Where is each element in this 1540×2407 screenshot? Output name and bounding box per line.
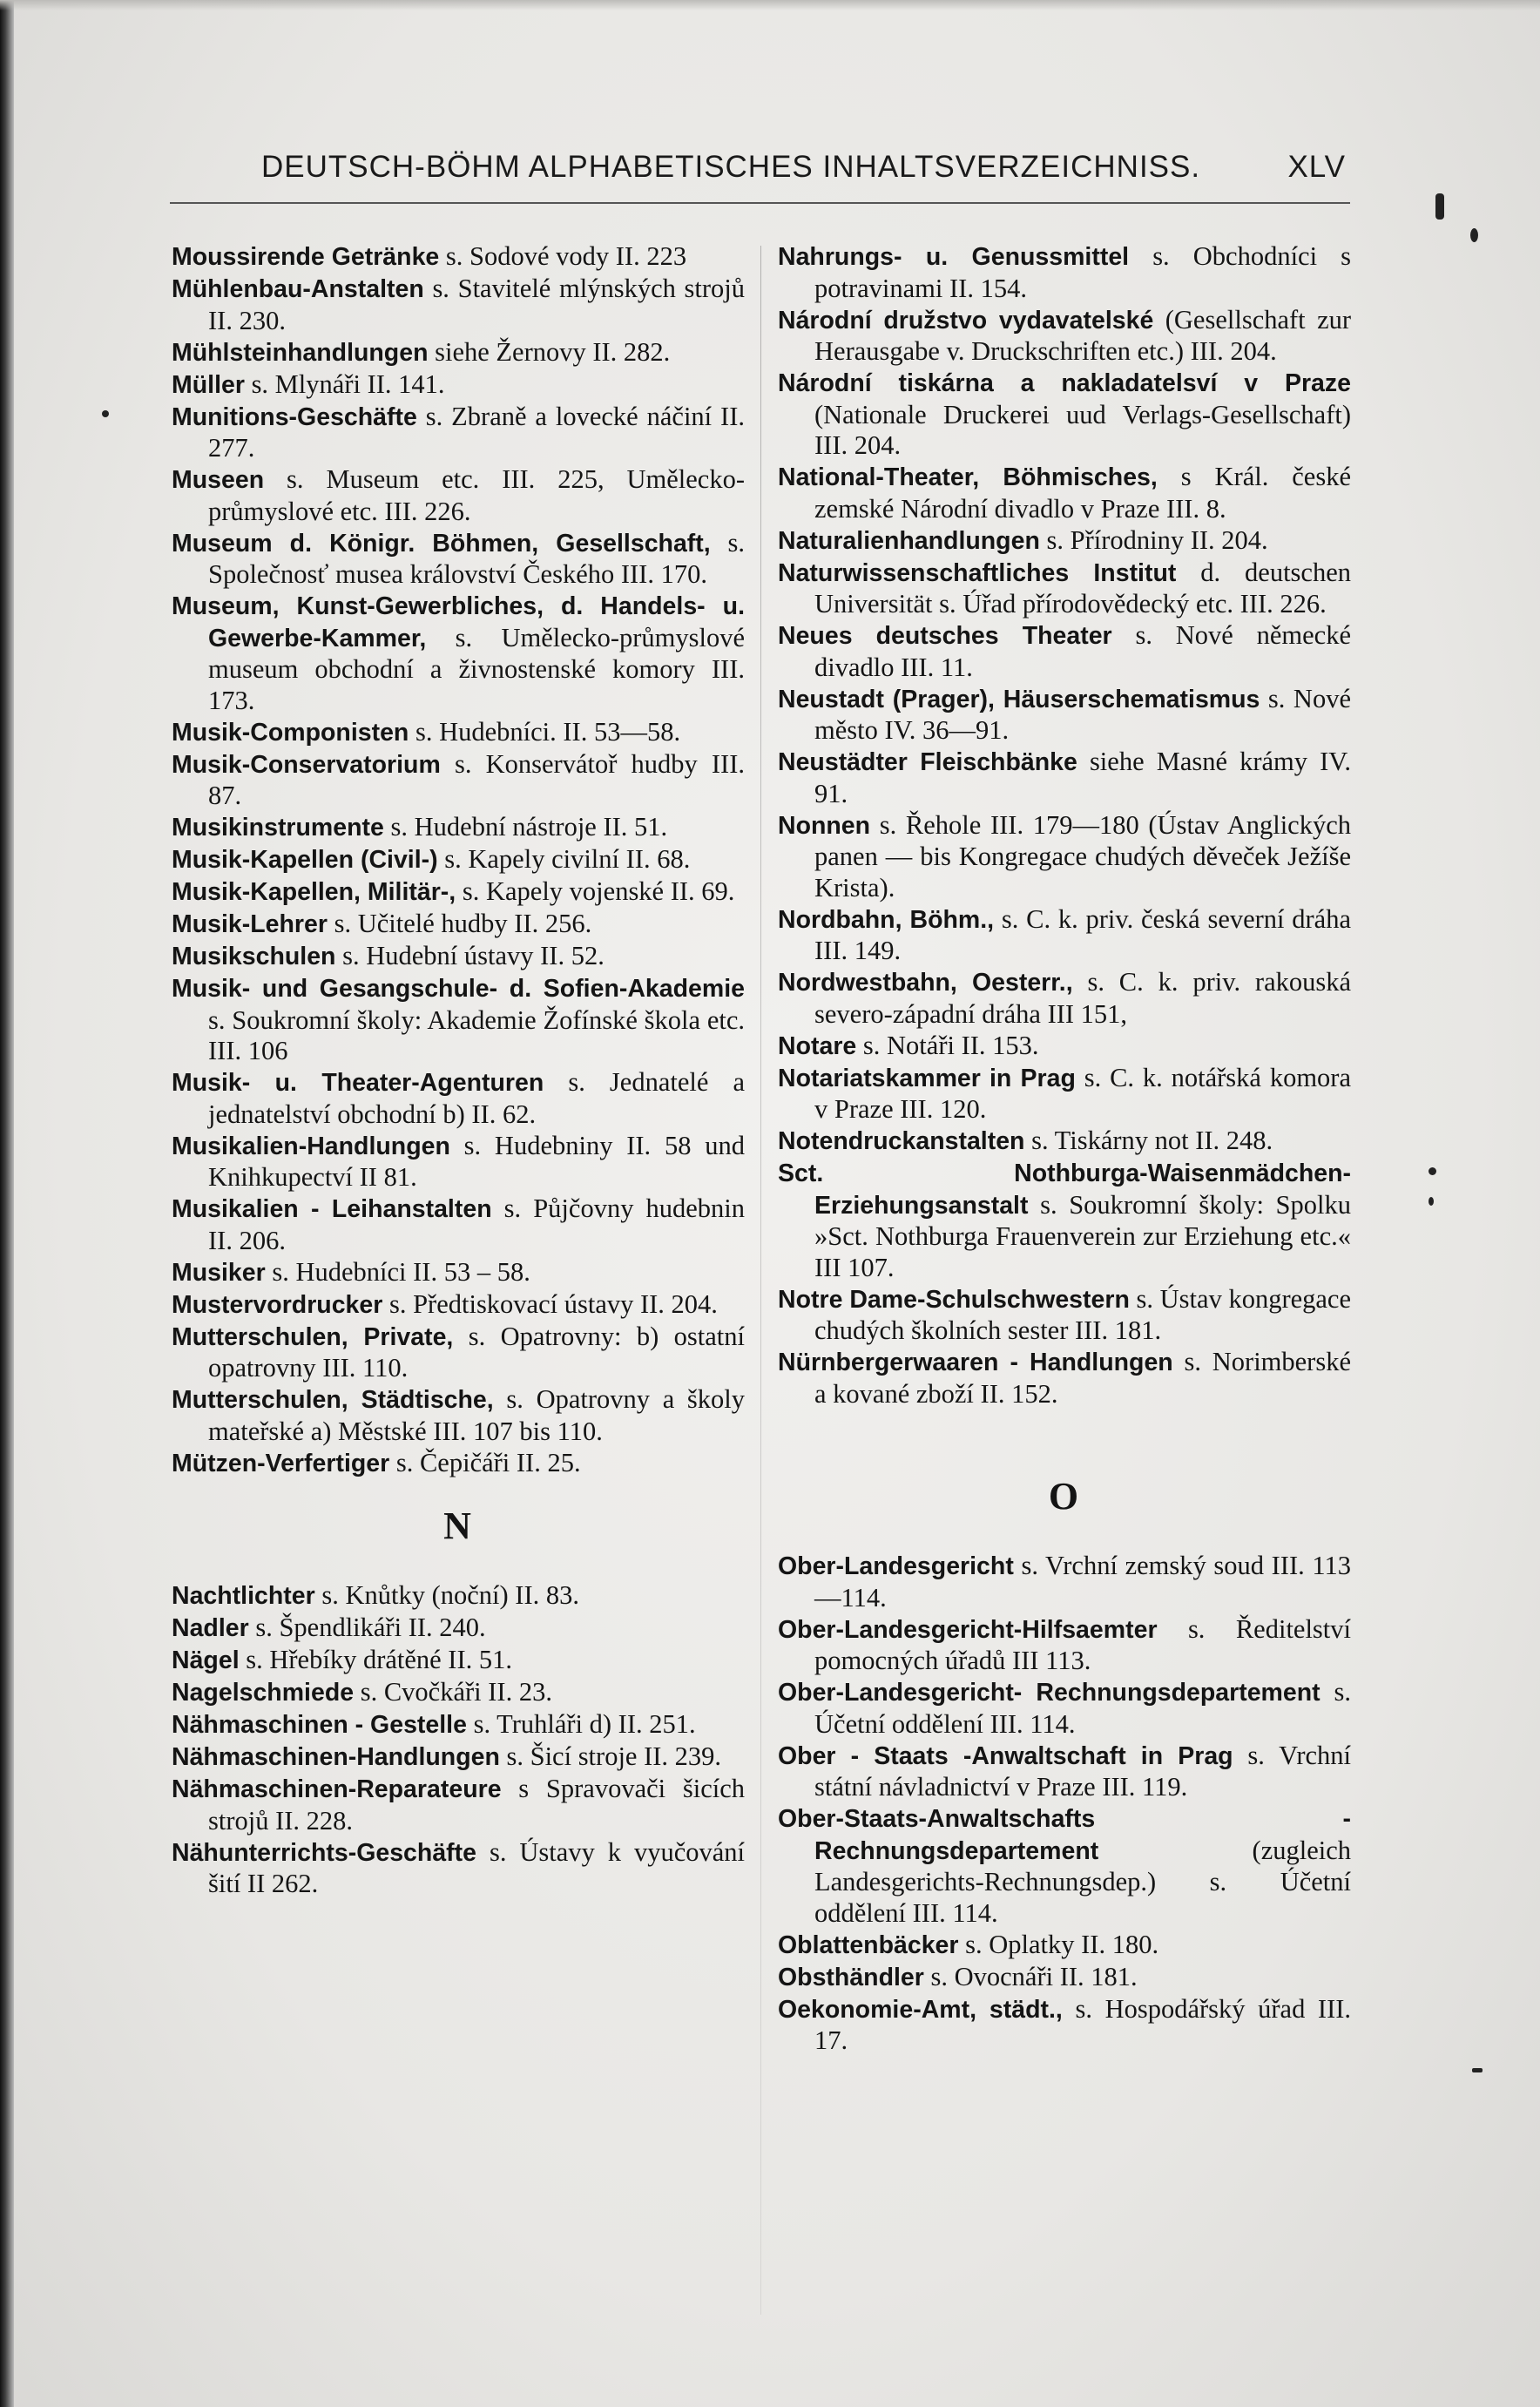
index-entry [778, 1677, 1351, 1740]
entry-term: Museum, Kunst-Gewerbliches, d. Handels- u. Gewerbe-Kammer, [172, 592, 745, 652]
entry-term: Naturalienhandlungen [778, 526, 1040, 555]
entry-term: Notare [778, 1031, 857, 1060]
entry-reference: s. Špendlikáři II. 240. [255, 1613, 486, 1642]
entry-term: Notre Dame-Schulschwestern [778, 1285, 1130, 1314]
index-entry [172, 876, 745, 909]
entry-term: Nähmaschinen - Gestelle [172, 1711, 467, 1739]
index-entry [172, 1289, 745, 1322]
index-entry [172, 1067, 745, 1130]
entry-reference: siehe Žernovy II. 282. [435, 336, 671, 367]
entry-reference: s. Společnosť musea království Českého III. 170. [208, 527, 745, 589]
entry-reference: s. Hudební ústavy II. 52. [342, 941, 605, 970]
entry-reference: s. Čepičáři II. 25. [395, 1447, 581, 1477]
right-entries [778, 241, 1351, 1410]
index-entry [172, 844, 745, 876]
index-entry [172, 941, 745, 973]
entry-term: Museum d. Königr. Böhmen, Gesellschaft, [172, 529, 711, 558]
entry-term: Národní tiskárna a nakladatelsví v Praze [778, 369, 1351, 397]
entry-term: Musik-Componisten [172, 718, 409, 747]
section-heading-o: O [1048, 1475, 1081, 1518]
entry-reference: s. Šicí stroje II. 239. [506, 1741, 722, 1771]
entry-reference: siehe Masné krámy IV. 91. [814, 747, 1351, 808]
index-entry [172, 749, 745, 812]
header-title: DEUTSCH-BÖHM ALPHABETISCHES INHALTSVERZEICHNISS. [261, 150, 1201, 184]
o-entries [778, 1551, 1351, 2057]
index-entry [172, 464, 745, 527]
entry-term: Nägel [172, 1646, 240, 1674]
entry-reference: s. Hudebníci. II. 53—58. [415, 716, 681, 747]
entry-term: Neustädter Fleischbänke [778, 748, 1077, 776]
entry-term: Nähmaschinen-Handlungen [172, 1743, 500, 1771]
scan-speck [1429, 1167, 1436, 1175]
entry-term: Nahrungs- u. Genussmittel [778, 243, 1130, 271]
scan-speck [1472, 2068, 1483, 2072]
entry-reference: s. Umělecko-průmyslové museum obchodní a živnostenské komory III. 173. [208, 622, 745, 715]
entry-reference: s. Hudebníci II. 53 – 58. [272, 1256, 530, 1287]
index-entry [172, 274, 745, 336]
index-entry [778, 1741, 1351, 1803]
entry-term: Ober-Landesgericht- Rechnungsdepartement [778, 1679, 1320, 1707]
entry-reference: s. Truhláři d) II. 251. [473, 1709, 696, 1739]
scan-speck [102, 410, 109, 417]
entry-reference: s. Účetní oddělení III. 114. [814, 1677, 1351, 1739]
entry-term: Musik- u. Theater-Agenturen [172, 1069, 544, 1097]
index-entry [172, 1448, 745, 1480]
entry-reference: s Král. české zemské Národní divadlo v Praze III. 8. [814, 462, 1352, 524]
entry-reference: s. Přírodniny II. 204. [1046, 524, 1268, 555]
entry-term: Musik-Lehrer [172, 910, 328, 938]
entry-reference: s. Knůtky (noční) II. 83. [321, 1580, 579, 1610]
entry-term: Ober - Staats -Anwaltschaft in Prag [778, 1741, 1233, 1770]
page-number: XLV [1287, 150, 1346, 184]
entry-term: Národní družstvo vydavatelské [778, 306, 1154, 335]
entry-reference: s. Opatrovny a školy mateřské a) Městské III. 107 bis 110. [208, 1384, 746, 1446]
entry-term: Sct. Nothburga-Waisenmädchen-Erziehungsanstalt [778, 1160, 1351, 1220]
index-entry [172, 1131, 745, 1193]
entry-reference: s. Mlynáři II. 141. [251, 368, 445, 399]
running-header [261, 150, 1346, 202]
index-entry [778, 368, 1351, 462]
entry-reference: s. Kapely civilní II. 68. [444, 844, 691, 874]
entry-reference: s. Hudebniny II. 58 und Knihkupectví II 81. [208, 1130, 745, 1192]
entry-term: Nadler [172, 1614, 249, 1642]
index-entry [778, 1126, 1351, 1158]
index-entry [172, 337, 745, 369]
entry-term: Nähmaschinen-Reparateure [172, 1775, 502, 1803]
entry-reference: s. Předtiskovací ústavy II. 204. [388, 1288, 718, 1319]
entry-term: Mühlenbau-Anstalten [172, 275, 424, 303]
index-entry [172, 1613, 745, 1645]
entry-term: Ober-Landesgericht [778, 1552, 1014, 1580]
entry-term: Musikalien-Handlungen [172, 1132, 450, 1160]
entry-term: Nordwestbahn, Oesterr., [778, 969, 1073, 997]
entry-term: Musikschulen [172, 943, 336, 970]
entry-term: Oekonomie-Amt, städt., [778, 1995, 1063, 2024]
index-entry [778, 904, 1351, 967]
index-entry [778, 1551, 1351, 1613]
entry-term: Neues deutsches Theater [778, 622, 1112, 650]
entry-term: Naturwissenschaftliches Institut [778, 558, 1177, 587]
entry-term: National-Theater, Böhmisches, [778, 463, 1158, 491]
n-entries [172, 1580, 745, 1900]
index-entry [172, 909, 745, 941]
entry-reference: s. Jednatelé a jednatelství obchodní b) II. 62. [208, 1067, 745, 1129]
index-entry [778, 558, 1351, 620]
entry-reference: s. Stavitelé mlýnských strojů II. 230. [208, 274, 746, 335]
index-entry [778, 1614, 1351, 1677]
entry-term: Notendruckanstalten [778, 1127, 1025, 1155]
index-entry [778, 525, 1351, 558]
left-column [172, 241, 745, 1900]
entry-reference: s. C. k. priv. rakouská severo-západní dráha III 151, [814, 967, 1352, 1029]
entry-term: Nähunterrichts-Geschäfte [172, 1838, 477, 1867]
index-entry [778, 1063, 1351, 1126]
section-heading-n: N [443, 1504, 473, 1547]
scan-speck [1470, 228, 1478, 242]
index-entry [172, 1709, 745, 1741]
entry-term: Musik-Kapellen (Civil-) [172, 846, 438, 874]
entry-reference: s. Oplatky II. 180. [965, 1929, 1159, 1959]
index-entry [172, 1677, 745, 1709]
entry-term: Munitions-Geschäfte [172, 402, 417, 431]
page-top-shadow [0, 0, 1540, 10]
entry-reference: s. Vrchní státní návladnictví v Praze III. 119. [814, 1740, 1351, 1802]
index-entry [172, 402, 745, 464]
entry-reference: s. C. k. notářská komora v Praze III. 120. [814, 1062, 1351, 1124]
entry-reference: s. Hospodářský úřad III. 17. [814, 1993, 1352, 2055]
index-entry [778, 747, 1351, 809]
entry-reference: (zugleich Landesgerichts-Rechnungsdep.) s. Účetní oddělení III. 114. [814, 1835, 1351, 1928]
entry-term: Musik- und Gesangschule- d. Sofien-Akademie [172, 975, 745, 1003]
entry-reference: s. Soukromní školy: Spolku »Sct. Nothburga Frauenverein zur Erziehung etc.« III 107. [814, 1189, 1351, 1282]
index-entry [778, 1284, 1351, 1347]
index-entry [778, 684, 1351, 747]
entry-reference: d. deutschen Universität s. Úřad přírodovědecký etc. III. 226. [814, 557, 1351, 619]
entry-reference: s. Sodové vody II. 223 [445, 241, 687, 271]
index-entry [172, 1837, 745, 1900]
index-entry [778, 1158, 1351, 1283]
entry-reference: s. Soukromní školy: Akademie Žofínské škola etc. III. 106 [208, 1004, 745, 1065]
entry-reference: s. Obchodníci s potravinami II. 154. [814, 241, 1351, 303]
entry-reference: s. Kapely vojenské II. 69. [462, 876, 735, 906]
index-entry [172, 241, 745, 274]
entry-reference: s. Řehole III. 179—180 (Ústav Anglických panen — bis Kongregace chudých děveček Ježíše Krista). [814, 809, 1351, 903]
scan-speck [1429, 1197, 1434, 1206]
entry-reference: (Nationale Druckerei uud Verlags-Gesellschaft) III. 204. [814, 399, 1351, 460]
entry-term: Müller [172, 370, 245, 399]
index-entry [778, 1803, 1351, 1929]
index-entry [172, 1741, 745, 1774]
entry-term: Nachtlichter [172, 1582, 315, 1610]
entry-term: Ober-Landesgericht-Hilfsaemter [778, 1615, 1158, 1644]
index-entry [778, 1347, 1351, 1410]
entry-term: Musiker [172, 1258, 266, 1287]
entry-reference: s. Norimberské a kované zboží II. 152. [814, 1347, 1351, 1409]
entry-reference: s. Učitelé hudby II. 256. [334, 909, 592, 938]
entry-term: Mutterschulen, Private, [172, 1322, 454, 1351]
entry-term: Musik-Conservatorium [172, 750, 441, 779]
index-entry [778, 305, 1351, 368]
index-entry [172, 528, 745, 591]
entry-reference: s. Půjčovny hudebnin II. 206. [208, 1193, 746, 1255]
index-entry [778, 1962, 1351, 1994]
entry-reference: s. Hudební nástroje II. 51. [390, 812, 668, 842]
entry-reference: s. Konservátoř hudby III. 87. [208, 748, 745, 810]
entry-term: Obsthändler [778, 1963, 924, 1991]
entry-term: Nordbahn, Böhm., [778, 905, 995, 934]
index-entry [172, 591, 745, 716]
index-entry [778, 1994, 1351, 2057]
index-entry [172, 1774, 745, 1836]
entry-term: Museen [172, 466, 265, 494]
entry-reference: (Gesellschaft zur Herausgabe v. Druckschriften etc.) III. 204. [814, 304, 1352, 366]
entry-reference: s. Notáři II. 153. [862, 1030, 1039, 1060]
entry-reference: s. Ovocnáři II. 181. [930, 1961, 1138, 1991]
column-divider [760, 246, 761, 2315]
entry-term: Nagelschmiede [172, 1679, 355, 1707]
index-entry [778, 810, 1351, 904]
right-column [778, 241, 1351, 2057]
entry-term: Mutterschulen, Städtische, [172, 1386, 494, 1414]
entry-reference: s. Nové německé divadlo III. 11. [814, 620, 1351, 682]
entry-reference: s. Ředitelství pomocných úřadů III 113. [814, 1613, 1351, 1675]
entry-term: Musikinstrumente [172, 814, 384, 842]
entry-term: Mustervordrucker [172, 1290, 383, 1319]
entry-reference: s. Ústav kongregace chudých školních sester III. 181. [814, 1283, 1352, 1345]
entry-term: Mützen-Verfertiger [172, 1449, 390, 1477]
header-rule [170, 202, 1350, 204]
entry-reference: s. Ústavy k vyučování šití II 262. [208, 1836, 746, 1898]
index-entry [172, 1322, 745, 1384]
index-entry [778, 967, 1351, 1030]
index-entry [778, 1930, 1351, 1962]
index-entry [172, 1193, 745, 1256]
entry-reference: s. C. k. priv. česká severní dráha III. 149. [814, 903, 1351, 965]
index-entry [172, 973, 745, 1067]
entry-term: Ober-Staats-Anwaltschafts -Rechnungsdepartement [778, 1805, 1351, 1865]
entry-reference: s. Nové město IV. 36—91. [814, 683, 1351, 745]
entry-term: Oblattenbäcker [778, 1930, 959, 1959]
index-entry [172, 369, 745, 402]
entry-reference: s. Vrchní zemský soud III. 113—114. [814, 1551, 1352, 1613]
entry-term: Nonnen [778, 811, 871, 840]
entry-reference: s. Cvočkáři II. 23. [360, 1677, 552, 1707]
entry-reference: s. Museum etc. III. 225, Umělecko-průmyslové etc. III. 226. [208, 464, 745, 526]
left-entries [172, 241, 745, 1479]
entry-term: Moussirende Getränke [172, 243, 440, 271]
scan-speck [1435, 193, 1444, 220]
entry-term: Notariatskammer in Prag [778, 1064, 1076, 1092]
entry-reference: s. Hřebíky drátěné II. 51. [246, 1645, 512, 1674]
index-entry [778, 620, 1351, 683]
index-entry [172, 717, 745, 749]
entry-reference: s. Tiskárny not II. 248. [1031, 1126, 1273, 1155]
page-binding-edge [0, 0, 14, 2407]
index-entry [778, 1031, 1351, 1063]
entry-reference: s. Opatrovny: b) ostatní opatrovny III. 110. [208, 1321, 745, 1383]
entry-term: Mühlsteinhandlungen [172, 338, 429, 367]
entry-reference: s Spravovači šicích strojů II. 228. [208, 1774, 746, 1836]
index-entry [172, 1645, 745, 1677]
index-entry [172, 1384, 745, 1447]
entry-term: Musik-Kapellen, Militär-, [172, 878, 456, 906]
index-entry [172, 1257, 745, 1289]
entry-term: Musikalien - Leihanstalten [172, 1195, 492, 1223]
index-entry [172, 812, 745, 844]
index-entry [172, 1580, 745, 1613]
index-entry [778, 241, 1351, 304]
entry-term: Nürnbergerwaaren - Handlungen [778, 1349, 1173, 1376]
index-entry [778, 462, 1351, 524]
entry-reference: s. Zbraně a lovecké náčiní II. 277. [208, 401, 745, 463]
entry-term: Neustadt (Prager), Häuserschematismus [778, 685, 1260, 713]
